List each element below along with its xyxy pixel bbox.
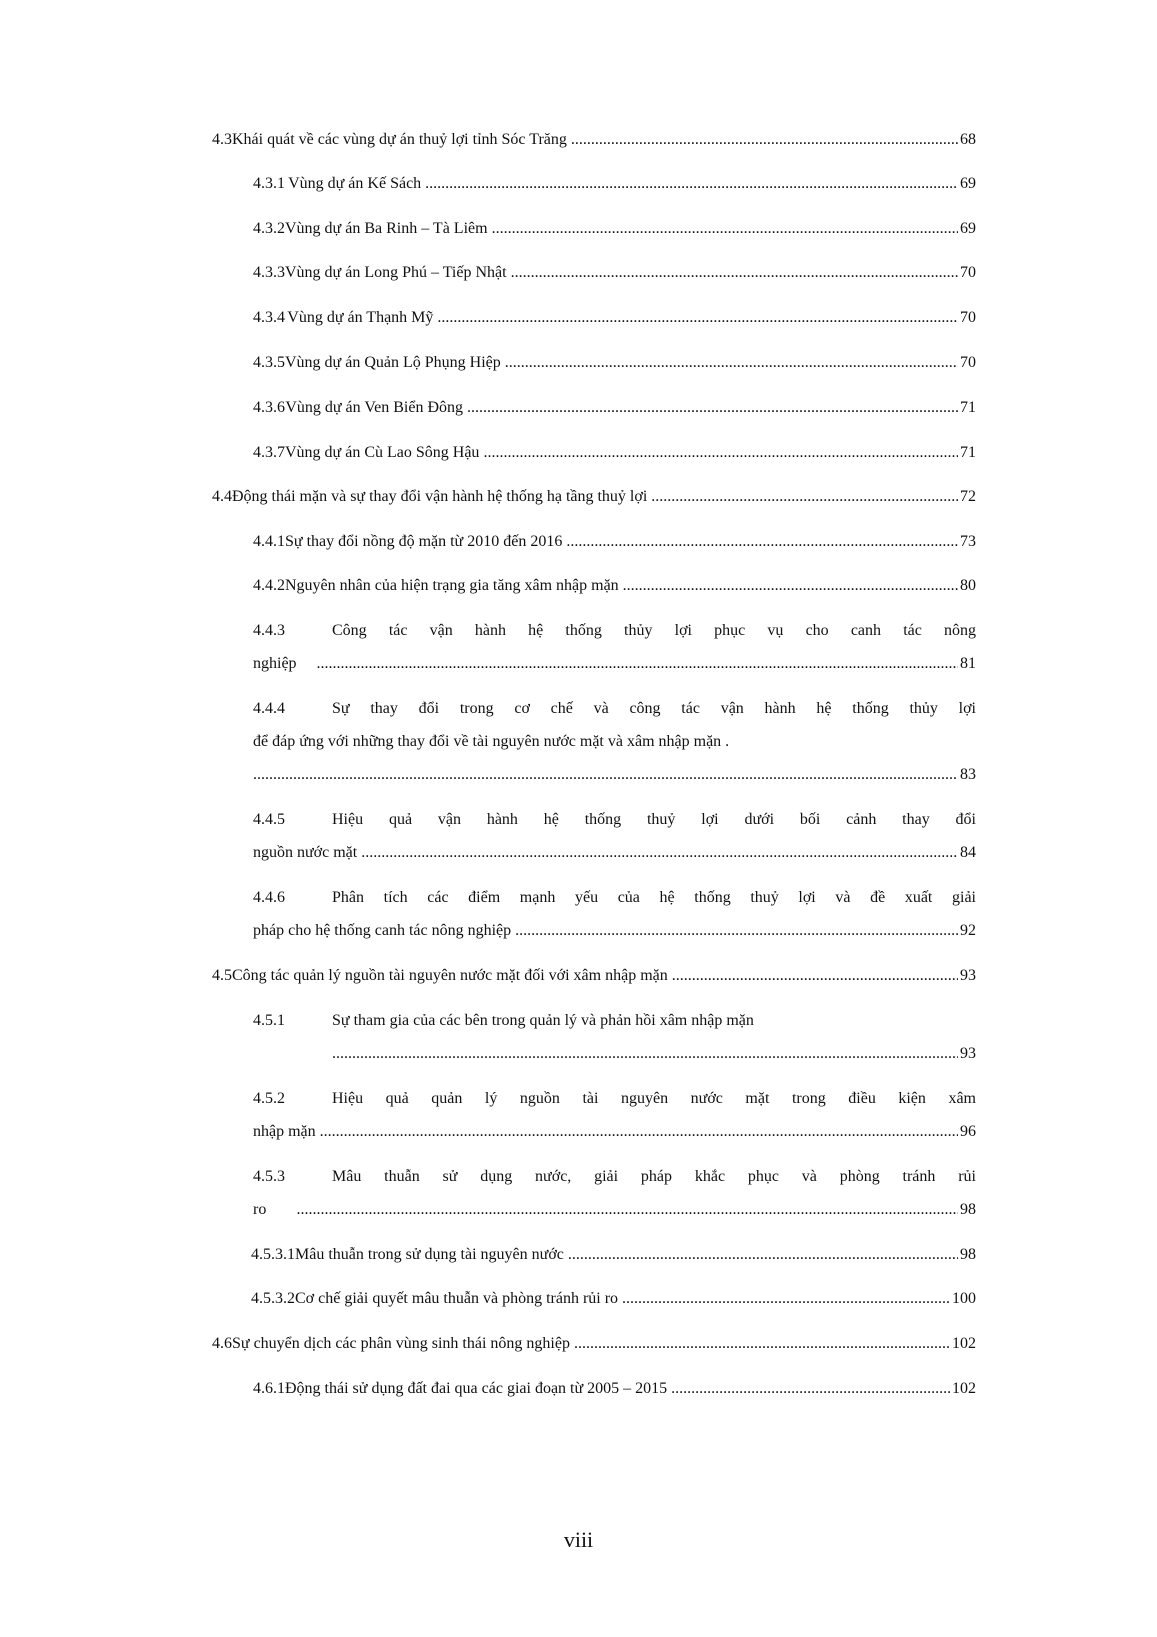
toc-page: 93: [960, 967, 976, 984]
toc-leader-dots: [317, 655, 958, 673]
toc-entry-line-1: [253, 811, 976, 843]
toc-entry-line-2: [253, 733, 976, 765]
toc-title: Hiệu quả quản lý nguồn tài nguyên nước mặt trong điều kiện xâm: [332, 1090, 976, 1107]
toc-number: 4.3.5: [253, 354, 285, 371]
toc-title: Sự thay đổi nồng độ mặn từ 2010 đến 2016: [285, 533, 563, 550]
toc-title: Vùng dự án Ba Rinh – Tà Liêm: [285, 220, 488, 237]
toc-page: 81: [960, 655, 976, 672]
toc-leader-dots: [467, 399, 958, 417]
toc-number: 4.3.3: [253, 264, 285, 281]
toc-leader-dots: [574, 1335, 950, 1353]
toc-title: Công tác vận hành hệ thống thủy lợi phục vụ cho canh tác nông: [332, 622, 976, 639]
toc-number: 4.6.1: [253, 1380, 285, 1397]
toc-number: 4.5: [212, 967, 232, 984]
toc-title: Công tác quản lý nguồn tài nguyên nước mặt đối với xâm nhập mặn: [232, 967, 668, 984]
toc-entry-line-1: [253, 700, 976, 732]
toc-leader-dots: [651, 488, 958, 506]
toc-entry-4-5-3-1[interactable]: [251, 1246, 976, 1278]
toc-page: 71: [960, 399, 976, 416]
toc-number: 4.5.1: [253, 1012, 285, 1029]
toc-number: 4.4.4: [253, 700, 285, 717]
toc-page: 102: [952, 1335, 976, 1352]
toc-title: Sự tham gia của các bên trong quản lý và phản hồi xâm nhập mặn: [332, 1012, 754, 1029]
toc-title: Vùng dự án Kế Sách: [288, 175, 422, 192]
toc-leader-dots: [671, 1380, 950, 1398]
toc-page: 83: [960, 766, 976, 783]
toc-entry-4-3-1[interactable]: [253, 175, 976, 207]
toc-leader-dots: [253, 766, 958, 784]
toc-entry-line-2: [253, 655, 976, 687]
toc-page: 71: [960, 444, 976, 461]
toc-leader-dots: [332, 1045, 958, 1063]
toc-leader-dots: [568, 1246, 958, 1264]
toc-entry-line-3: [253, 766, 976, 798]
toc-leader-dots: [623, 577, 958, 595]
toc-title-continued: nghiệp: [253, 655, 297, 672]
toc-title: Vùng dự án Long Phú – Tiếp Nhật: [285, 264, 507, 281]
toc-title-continued: ro: [253, 1201, 267, 1218]
toc-entry-4-4-2[interactable]: [253, 577, 976, 609]
toc-page: 72: [960, 488, 976, 505]
toc-title: Mâu thuẫn sử dụng nước, giải pháp khắc phục và phòng tránh rủi: [332, 1168, 976, 1185]
toc-page: 100: [952, 1290, 976, 1307]
toc-title-continued: để đáp ứng với những thay đổi về tài nguyên nước mặt và xâm nhập mặn .: [253, 733, 730, 750]
toc-page: 96: [960, 1123, 976, 1140]
toc-number: 4.5.3.1: [251, 1246, 295, 1263]
toc-number: 4.4.5: [253, 811, 285, 828]
toc-entry-4-3-7[interactable]: [253, 444, 976, 476]
toc-leader-dots: [672, 967, 958, 985]
toc-page: 98: [960, 1201, 976, 1218]
toc-title: Khái quát về các vùng dự án thuỷ lợi tỉnh Sóc Trăng: [232, 131, 567, 148]
toc-number: 4.4.1: [253, 533, 285, 550]
toc-leader-dots: [320, 1123, 958, 1141]
toc-entry-line-1: [253, 622, 976, 654]
toc-title-continued: pháp cho hệ thống canh tác nông nghiệp: [253, 922, 512, 939]
toc-number: 4.3.4: [253, 309, 285, 326]
toc-entry-line-1: [253, 889, 976, 921]
toc-number: 4.4.3: [253, 622, 285, 639]
toc-title: Sự thay đổi trong cơ chế và công tác vận hành hệ thống thủy lợi: [332, 700, 976, 717]
toc-page: 68: [960, 131, 976, 148]
toc-title: Vùng dự án Thạnh Mỹ: [287, 309, 434, 326]
toc-entry-line-1: [253, 1012, 976, 1044]
toc-leader-dots: [571, 131, 958, 149]
toc-entry-line-2: [253, 1123, 976, 1155]
toc-title: Phân tích các điểm mạnh yếu của hệ thống thuỷ lợi và đề xuất giải: [332, 889, 976, 906]
toc-page: 73: [960, 533, 976, 550]
toc-page: 80: [960, 577, 976, 594]
toc-leader-dots: [425, 175, 958, 193]
toc-page: 70: [960, 354, 976, 371]
toc-entry-4-3[interactable]: [212, 131, 976, 163]
toc-number: 4.6: [212, 1335, 232, 1352]
toc-page: 69: [960, 220, 976, 237]
toc-number: 4.3.6: [253, 399, 285, 416]
toc-entry-line-2: [253, 922, 976, 954]
toc-entry-4-3-6[interactable]: [253, 399, 976, 431]
toc-number: 4.3.1: [253, 175, 285, 192]
toc-number: 4.3.7: [253, 444, 285, 461]
toc-title: Mâu thuẫn trong sử dụng tài nguyên nước: [295, 1246, 564, 1263]
toc-number: 4.4.6: [253, 889, 285, 906]
toc-title: Động thái sử dụng đất đai qua các giai đoạn từ 2005 – 2015: [285, 1380, 668, 1397]
toc-title: Hiệu quả vận hành hệ thống thuỷ lợi dưới bối cảnh thay đổi: [332, 811, 976, 828]
toc-entry-4-6[interactable]: [212, 1335, 976, 1367]
toc-leader-dots: [622, 1290, 950, 1308]
toc-entry-4-3-4[interactable]: [253, 309, 976, 341]
toc-page: 102: [952, 1380, 976, 1397]
page-number-footer: viii: [563, 1527, 594, 1552]
toc-title-continued: nhập mặn: [253, 1123, 316, 1140]
toc-title: Cơ chế giải quyết mâu thuẫn và phòng tránh rủi ro: [295, 1290, 619, 1307]
toc-page: 84: [960, 844, 976, 861]
toc-entry-4-3-2[interactable]: [253, 220, 976, 252]
toc-title-continued: nguồn nước mặt: [253, 844, 358, 861]
toc-number: 4.5.3.2: [251, 1290, 295, 1307]
toc-title: Vùng dự án Cù Lao Sông Hậu: [285, 444, 480, 461]
toc-title: Động thái mặn và sự thay đổi vận hành hệ thống hạ tầng thuỷ lợi: [232, 488, 648, 505]
toc-page: 69: [960, 175, 976, 192]
toc-entry-line-2: [253, 844, 976, 876]
toc-leader-dots: [515, 922, 958, 940]
toc-page: 70: [960, 309, 976, 326]
toc-number: 4.3: [212, 131, 232, 148]
toc-leader-dots: [297, 1201, 958, 1219]
toc-title: Vùng dự án Ven Biển Đông: [285, 399, 464, 416]
toc-leader-dots: [437, 309, 958, 327]
toc-entry-line-2: [253, 1201, 976, 1233]
toc-entry-4-5-3-2[interactable]: [251, 1290, 976, 1322]
toc-entry-line-2: [253, 1045, 976, 1077]
toc-leader-dots: [511, 264, 958, 282]
toc-leader-dots: [483, 444, 958, 462]
toc-title: Vùng dự án Quản Lộ Phụng Hiệp: [285, 354, 501, 371]
toc-entry-4-3-3[interactable]: [253, 264, 976, 296]
toc-leader-dots: [566, 533, 958, 551]
toc-entry-4-4-1[interactable]: [253, 533, 976, 565]
toc-entry-line-1: [253, 1168, 976, 1200]
toc-number: 4.3.2: [253, 220, 285, 237]
toc-leader-dots: [361, 844, 958, 862]
toc-page: 92: [960, 922, 976, 939]
toc-leader-dots: [492, 220, 958, 238]
toc-number: 4.4: [212, 488, 232, 505]
toc-entry-4-6-1[interactable]: [253, 1380, 976, 1412]
toc-entry-4-4[interactable]: [212, 488, 976, 520]
toc-number: 4.5.3: [253, 1168, 285, 1185]
toc-number: 4.5.2: [253, 1090, 285, 1107]
toc-number: 4.4.2: [253, 577, 285, 594]
toc-entry-4-3-5[interactable]: [253, 354, 976, 386]
toc-page: 98: [960, 1246, 976, 1263]
toc-leader-dots: [505, 354, 958, 372]
toc-title: Sự chuyển dịch các phân vùng sinh thái nông nghiệp: [232, 1335, 570, 1352]
toc-entry-4-5[interactable]: [212, 967, 976, 999]
toc-page: 70: [960, 264, 976, 281]
toc-title: Nguyên nhân của hiện trạng gia tăng xâm nhập mặn: [285, 577, 619, 594]
toc-page: 93: [960, 1045, 976, 1062]
toc-entry-line-1: [253, 1090, 976, 1122]
